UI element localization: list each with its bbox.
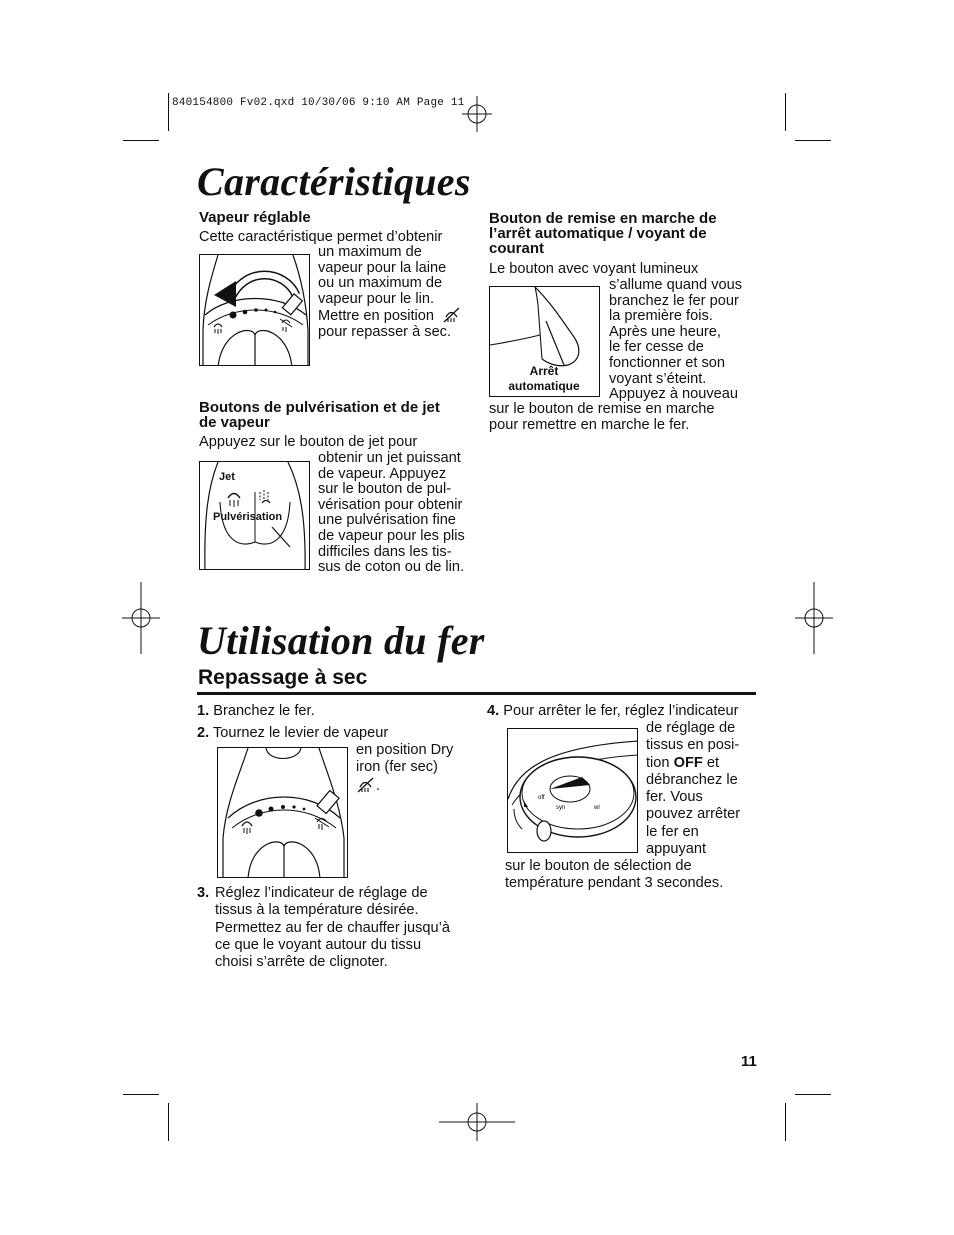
step-1: 1. Branchez le fer.: [197, 703, 315, 719]
auto-shutoff-text-wrap: s’allume quand vous branchez le fer pour la première fois. Après une heure, le fer cesse de fonctionner et son voyant s’éteint. Appuyez à nouveau: [609, 277, 743, 403]
crop-mark: [123, 1094, 159, 1095]
auto-shutoff-text: Le bouton avec voyant lumineux: [489, 261, 699, 277]
spray-label: Pulvérisation: [213, 511, 283, 523]
crop-mark: [123, 140, 159, 141]
adjustable-steam-text: Cette caractéristique permet d’obtenir: [199, 229, 443, 245]
step-3-text: Réglez l’indicateur de réglage de tissus à la température désirée. Permettez au fer de chauffer jusqu’à ce que le voyant autour du tissu choisi s’arrête de clignoter.: [215, 885, 450, 971]
step-2-text-wrap: en position Dry iron (fer sec) .: [356, 742, 454, 794]
svg-text:wl: wl: [594, 805, 600, 811]
spray-buttons-figure: [199, 461, 310, 570]
auto-shutoff-heading: Bouton de remise en marche de l’arrêt automatique / voyant de courant: [489, 210, 717, 257]
registration-mark-icon: [462, 96, 492, 132]
step-4: 4. Pour arrêter le fer, réglez l’indicateur: [487, 703, 739, 719]
registration-mark-icon: [795, 582, 833, 654]
adjustable-steam-heading: Vapeur réglable: [199, 209, 311, 226]
dry-iron-icon: [442, 307, 462, 323]
auto-shutoff-text-end: sur le bouton de remise en marche pour remettre en marche le fer.: [489, 401, 715, 433]
spray-steam-text-wrap: obtenir un jet puissant de vapeur. Appuyez sur le bouton de pul- vérisation pour obtenir une pulvérisation fine de vapeur pour les plis difficiles dans les tis- sus de coton ou de lin.: [318, 450, 465, 576]
printer-slug: 840154800 Fv02.qxd 10/30/06 9:10 AM Page 11: [172, 97, 465, 109]
iron-fabric-dial-illustration: [508, 729, 638, 853]
crop-mark: [795, 140, 831, 141]
adjustable-steam-text-wrap: un maximum de vapeur pour la laine ou un maximum de vapeur pour le lin. Mettre en position pour repasser à sec.: [318, 245, 462, 341]
steam-dial-figure: [199, 254, 310, 366]
step-3: 3.: [197, 885, 210, 901]
spray-steam-text: Appuyez sur le bouton de jet pour: [199, 434, 418, 450]
section-rule: [197, 692, 756, 695]
registration-mark-icon: [439, 1103, 515, 1141]
iron-steam-dial-illustration: [200, 255, 310, 366]
registration-mark-icon: [122, 582, 160, 654]
crop-mark: [168, 1103, 169, 1141]
svg-text:off: off: [538, 795, 545, 801]
crop-mark: [795, 1094, 831, 1095]
dry-iron-icon: [356, 777, 376, 793]
crop-mark: [785, 93, 786, 131]
spray-steam-heading: Boutons de pulvérisation et de jet de vapeur: [199, 399, 440, 431]
iron-dry-setting-illustration: [218, 748, 348, 878]
svg-text:syn: syn: [556, 805, 566, 811]
jet-label: Jet: [219, 471, 235, 483]
step-4-text-wrap: de réglage de tissus en posi- tion OFF et débranchez le fer. Vous pouvez arrêter le fer en appuyant: [646, 720, 741, 858]
crop-mark: [785, 1103, 786, 1141]
usage-title: Utilisation du fer: [197, 618, 485, 663]
dry-ironing-subtitle: Repassage à sec: [198, 666, 368, 689]
auto-shutoff-label: Arrêt automatique: [508, 364, 580, 393]
dry-iron-dial-figure: [217, 747, 348, 878]
step-4-text-end: sur le bouton de sélection de température pendant 3 secondes.: [505, 858, 724, 892]
fabric-dial-figure: [507, 728, 638, 853]
features-title: Caractéristiques: [197, 159, 471, 204]
page-number: 11: [741, 1053, 757, 1070]
step-2: 2. Tournez le levier de vapeur: [197, 725, 389, 741]
auto-shutoff-figure: [489, 286, 600, 397]
crop-mark: [168, 93, 169, 131]
